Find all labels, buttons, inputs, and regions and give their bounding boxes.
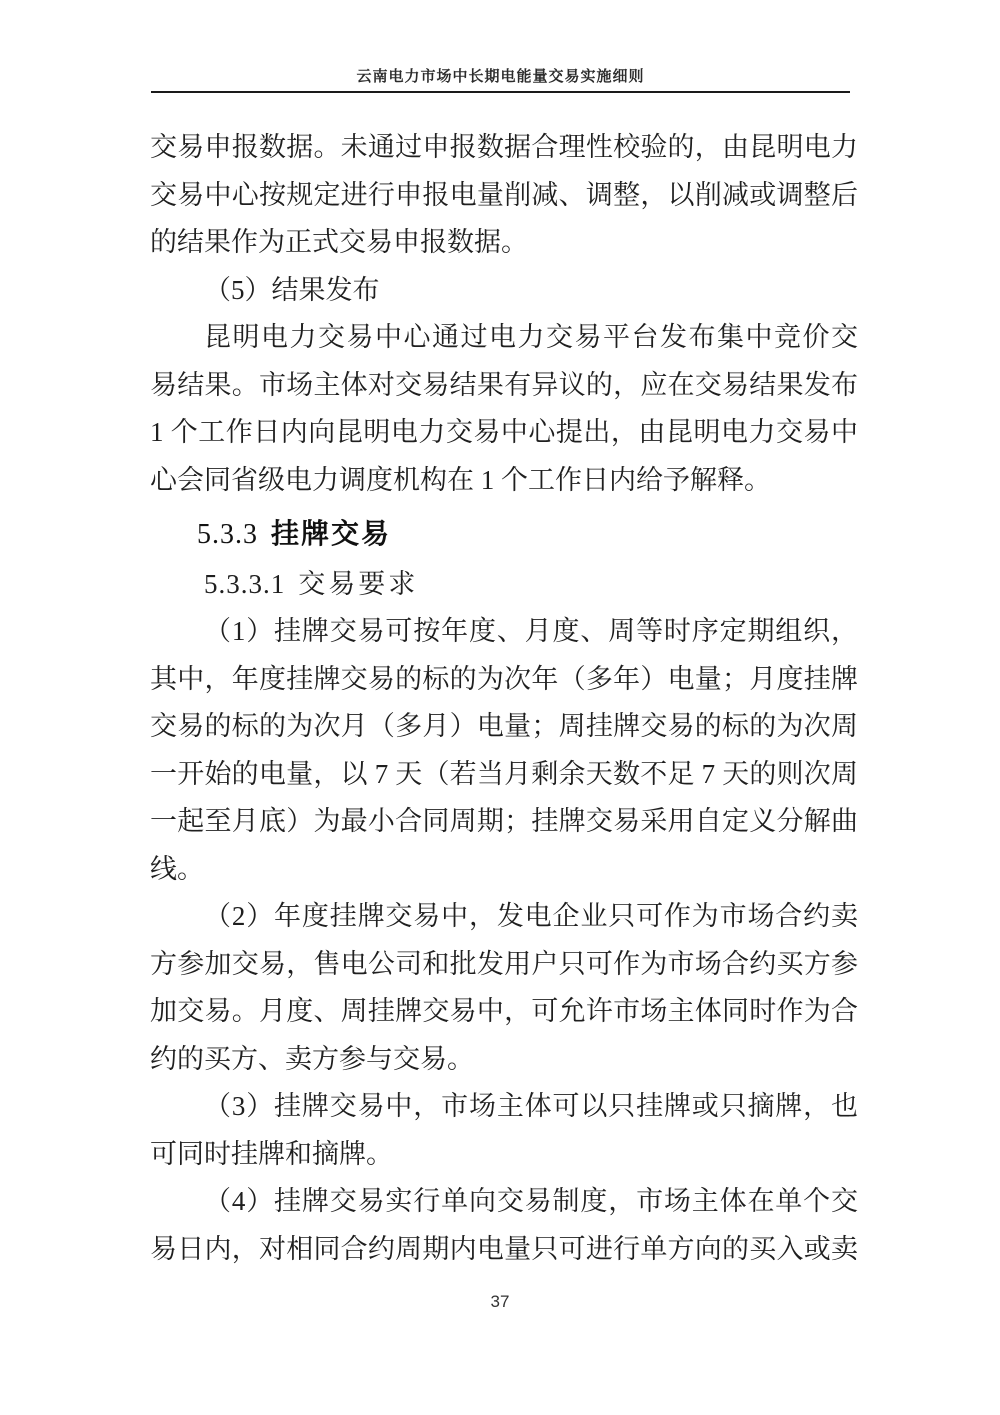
- text-line: 昆明电力交易中心通过电力交易平台发布集中竞价交: [204, 322, 858, 352]
- text-line: （2）年度挂牌交易中，发电企业只可作为市场合约卖: [204, 901, 858, 931]
- text-line: 心会同省级电力调度机构在 1 个工作日内给予解释。: [150, 464, 771, 495]
- text-line: 的结果作为正式交易申报数据。: [150, 227, 528, 257]
- heading-label: 挂牌交易: [271, 519, 392, 550]
- text-line: 易日内，对相同合约周期内电量只可进行单方向的买入或卖: [150, 1233, 858, 1264]
- subsection-heading: [150, 561, 858, 609]
- text-line: 一开始的电量，以 7 天（若当月剩余天数不足 7 天的则次周: [150, 758, 858, 789]
- text-line: （4）挂牌交易实行单向交易制度，市场主体在单个交: [204, 1186, 858, 1216]
- text-line: 交易中心按规定进行申报电量削减、调整，以削减或调整后: [150, 179, 858, 210]
- text-line: 线。: [150, 853, 204, 884]
- text-line: 其中，年度挂牌交易的标的为次年（多年）电量；月度挂牌: [150, 663, 858, 694]
- document-title: 云南电力市场中长期电能量交易实施细则: [356, 69, 645, 85]
- text-line: 可同时挂牌和摘牌。: [150, 1138, 393, 1169]
- text-line: 交易申报数据。未通过申报数据合理性校验的，由昆明电力: [150, 132, 858, 162]
- section-heading: [150, 511, 858, 559]
- heading-label: 交易要求: [298, 568, 419, 599]
- page-header: [151, 66, 850, 88]
- text-line: 易结果。市场主体对交易结果有异议的，应在交易结果发布: [150, 369, 858, 400]
- heading-number: 5.3.3.1: [204, 568, 286, 599]
- header-rule: [151, 91, 850, 93]
- text-line: （3）挂牌交易中，市场主体可以只挂牌或只摘牌，也: [204, 1091, 858, 1121]
- text-line: 约的买方、卖方参与交易。: [150, 1043, 474, 1074]
- text-line: （5）结果发布: [204, 274, 380, 305]
- document-body: [150, 124, 858, 1273]
- text-line: 方参加交易，售电公司和批发用户只可作为市场合约买方参: [150, 948, 858, 979]
- heading-number: 5.3.3: [197, 519, 258, 550]
- text-line: （1）挂牌交易可按年度、月度、周等时序定期组织，: [204, 616, 858, 646]
- text-line: 交易的标的为次月（多月）电量；周挂牌交易的标的为次周: [150, 711, 858, 741]
- page-footer: [0, 1292, 1000, 1312]
- text-line: 1 个工作日内向昆明电力交易中心提出，由昆明电力交易中: [150, 417, 858, 447]
- page-number: 37: [490, 1292, 510, 1311]
- text-line: 加交易。月度、周挂牌交易中，可允许市场主体同时作为合: [150, 996, 858, 1026]
- text-line: 一起至月底）为最小合同周期；挂牌交易采用自定义分解曲: [150, 806, 858, 836]
